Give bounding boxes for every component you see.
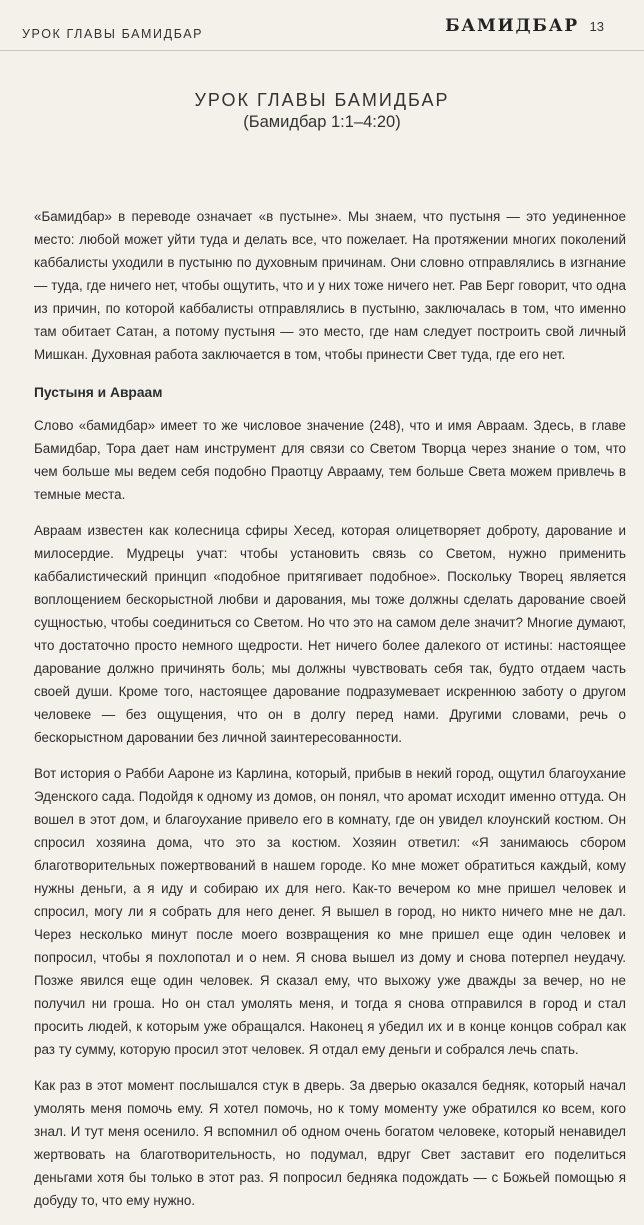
chapter-reference: (Бамидбар 1:1–4:20) bbox=[243, 113, 401, 131]
intro-paragraph: «Бамидбар» в переводе означает «в пустыне». Мы знаем, что пустыня — это уединенное место: любой может уйти туда и делать все, что пожелает. На протяжении многих поколений каббалисты уходили в пустыню по духовным причинам. Они словно отправлялись в изгнание — туда, где ничего нет, чтобы ощутить, что и у них тоже ничего нет. Рав Берг говорит, что одна из причин, по которой каббалисты отправлялись в пустыню, заключалась в том, что именно там обитает Сатан, а потому пустыня — это место, где нам следует построить свой личный Мишкан. Духовная работа заключается в том, чтобы принести Свет туда, где его нет. bbox=[34, 209, 626, 362]
body-text bbox=[34, 205, 626, 1225]
paragraph: Слово «бамидбар» имеет то же числовое значение (248), что и имя Авраам. Здесь, в главе Бамидбар, Тора дает нам инструмент для связи со Светом Творца через знание о том, что чем больше мы ведем себя подобно Праотцу Аврааму, тем больше Света можем привлечь в темные места. bbox=[34, 418, 626, 502]
section-heading: Пустыня и Авраам bbox=[34, 385, 163, 400]
running-head: УРОК ГЛАВЫ БАМИДБАР bbox=[22, 27, 204, 41]
paragraph: Авраам известен как колесница сфиры Хесед, которая олицетворяет доброту, дарование и милосердие. Мудрецы учат: чтобы установить связь со Светом, нужно применить каббалистический принцип «подобное притягивает подобное». Поскольку Творец является воплощением бескорыстной любви и дарования, мы тоже должны сделать дарование своей сущностью, чтобы соединиться со Светом. Но что это на самом деле значит? Многие думают, что достаточно просто немного щедрости. Нет ничего более далекого от истины: настоящее дарование должно причинять боль; мы должны чувствовать себя так, будто отдаем часть своей души. Кроме того, настоящее дарование подразумевает искреннюю заботу о другом человеке — без ощущения, что он в долгу перед нами. Другими словами, речь о бескорыстном даровании без личной заинтересованности. bbox=[34, 523, 626, 745]
page-number: 13 bbox=[589, 19, 604, 34]
book-title: БАМИДБАР bbox=[445, 16, 579, 36]
chapter-title: УРОК ГЛАВЫ БАМИДБАР bbox=[194, 90, 450, 110]
paragraph: Как раз в этот момент послышался стук в дверь. За дверью оказался бедняк, который начал умолять меня помочь ему. Я хотел помочь, но к тому моменту уже обратился ко всем, кого знал. И тут меня осенило. Я вспомнил об одном очень богатом человеке, который ненавидел жертвовать на благотворительность, но подумал, вдруг Свет заставит его поделиться деньгами хотя бы только в этот раз. Я попросил бедняка подождать — с Божьей помощью я добуду то, что ему нужно. bbox=[34, 1078, 626, 1208]
paragraph: Вот история о Рабби Аароне из Карлина, который, прибыв в некий город, ощутил благоухание Эденского сада. Подойдя к одному из домов, он понял, что аромат исходит именно оттуда. Он вошел в этот дом, и благоухание привело его в комнату, где он увидел клоунский костюм. Он спросил хозяина дома, что это за костюм. Хозяин ответил: «Я занимаюсь сбором благотворительных пожертвований в нашем городе. Ко мне может обратиться каждый, кому нужны деньги, а я иду и собираю их для него. Как-то вечером ко мне пришел человек и спросил, могу ли я собрать для него денег. Я вышел в город, но никто ничего мне не дал. Через несколько минут после моего возвращения ко мне пришел еще один человек и попросил, чтобы я похлопотал и о нем. Я снова вышел из дому и снова потерпел неудачу. Позже явился еще один человек. Я сказал ему, что выхожу уже дважды за вечер, но не получил ни гроша. Но он стал умолять меня, и тогда я снова отправился в город и стал просить людей, к которым уже обращался. Наконец я убедил их и в конце концов собрал как раз ту сумму, которую просил этот человек. Я отдал ему деньги и собрался лечь спать. bbox=[34, 766, 626, 1057]
page-header bbox=[0, 0, 644, 51]
